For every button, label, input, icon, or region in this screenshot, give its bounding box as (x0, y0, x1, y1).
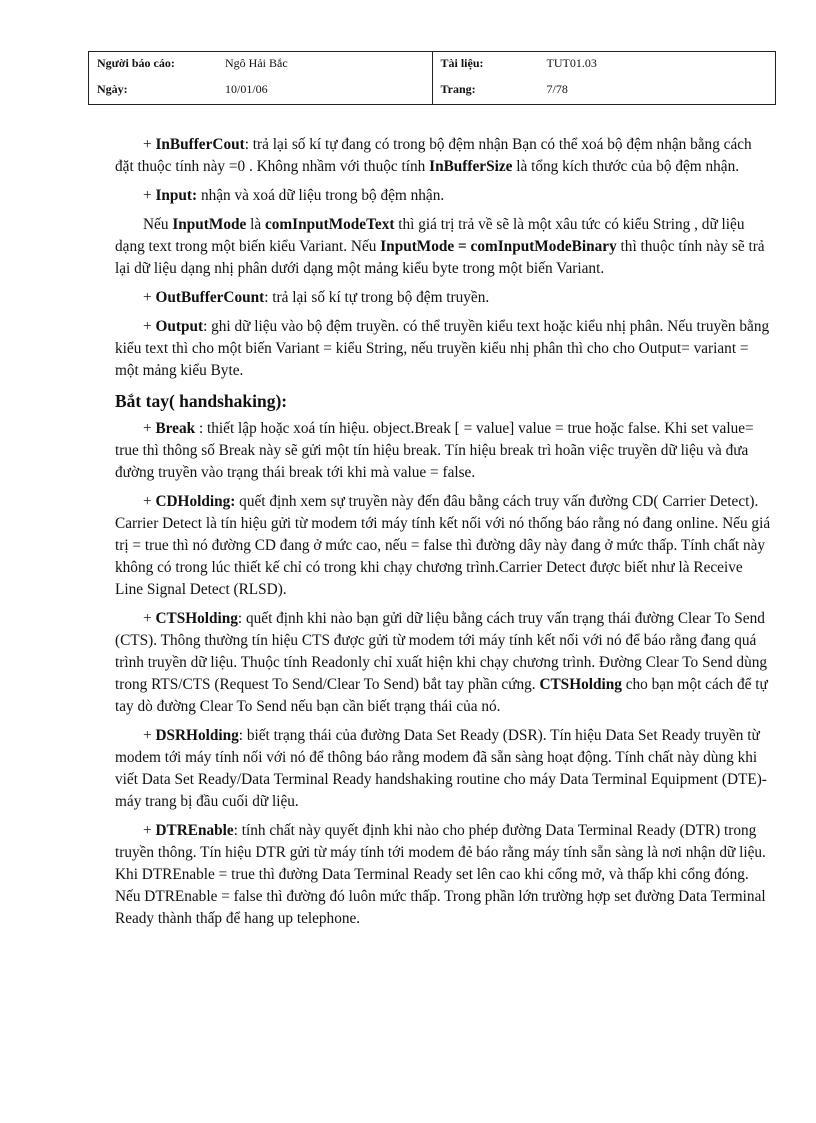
term-dtrenable: DTREnable (155, 822, 234, 839)
date-value: 10/01/06 (225, 82, 268, 96)
bullet: + (143, 727, 156, 744)
paragraph-text: quết định xem sự truyền này đến đâu bằng cách truy vấn đường CD( Carrier Detect). Carrier Detect là tín hiệu gửi từ modem tới máy tính kết nối với nó thống báo rằng nó đang online. Nếu giá trị = true thì nó đường CD đang ở mức cao, nếu = false thì đường dây này đang ở mức thấp. Tính chất này không có trong lúc thiết kế chỉ có trong khi chạy chương trình.Carrier Detect được biết như là Receive Line Signal Detect (RLSD). (115, 493, 771, 598)
paragraph-text: thì giá trị trả về sẽ là một xâu tức có kiểu String , dữ liệu dạng text trong một biến kiểu Variant. Nếu (115, 216, 745, 255)
bullet: + (143, 318, 156, 335)
reporter-value: Ngô Hải Bắc (225, 56, 288, 70)
reporter-label: Người báo cáo: (97, 56, 175, 70)
term-output: Output (155, 318, 204, 335)
term-cominputmodetext: comInputModeText (264, 216, 395, 233)
bullet: + (143, 822, 156, 839)
section-heading-handshaking: Bắt tay( handshaking): (115, 391, 288, 411)
page-value: 7/78 (546, 82, 568, 96)
paragraph-ctsholding (115, 608, 771, 718)
paragraph-dtrenable (115, 820, 771, 930)
paragraph-inbuffercount (115, 134, 771, 178)
paragraph-cdholding (115, 491, 771, 601)
paragraph-input (115, 185, 771, 207)
bullet: + (143, 420, 156, 437)
date-label: Ngày: (97, 82, 128, 96)
term-break: Break (155, 420, 196, 437)
paragraph-text: là tổng kích thước của bộ đệm nhận. (512, 158, 740, 175)
paragraph-text: Nếu (143, 216, 173, 233)
term-cominputmodebinary: InputMode = comInputModeBinary (380, 238, 617, 255)
bullet: + (143, 610, 156, 627)
paragraph-text: thì thuộc tính này sẽ trả lại dữ liệu dạng nhị phân dưới dạng một mảng kiểu byte trong một biến Variant. (115, 238, 765, 277)
term-outbuffercount: OutBufferCount (155, 289, 265, 306)
term-cdholding: CDHolding: (155, 493, 236, 510)
bullet: + (143, 187, 156, 204)
paragraph-inputmode (115, 214, 771, 280)
bullet: + (143, 493, 156, 510)
page-row (441, 82, 770, 100)
term-inbuffercount: InBufferCout (155, 136, 245, 153)
paragraph-text: : thiết lập hoặc xoá tín hiệu. object.Break [ = value] value = true hoặc false. Khi set value= true thì thông số Break này sẽ gửi một tín hiệu break. Tín hiệu break trì hoãn việc truyền dữ liệu và đưa đường truyền vào trạng thái break tới khi mà value = false. (115, 420, 754, 481)
term-ctsholding: CTSHolding (539, 676, 622, 693)
paragraph-text: : ghi dữ liệu vào bộ đệm truyền. có thể truyền kiểu text hoặc kiểu nhị phân. Nếu truyền bằng kiểu text thì cho một biến Variant = kiểu String, nếu truyền kiểu nhị phân thì cho cho Output= variant = một mảng kiểu Byte. (115, 318, 770, 379)
header-left-cell (89, 52, 432, 104)
paragraph-text: : biết trạng thái của đường Data Set Ready (DSR). Tín hiệu Data Set Ready truyền từ modem tới máy tính nối với nó để thông báo rằng modem đã sẵn sàng hoạt động. Tính chất này dùng khi viết Data Set Ready/Data Terminal Ready handshaking routine cho máy Data Terminal Equipment (DTE)- máy trang bị đầu cuối dữ liệu. (115, 727, 767, 810)
paragraph-text: cho bạn một cách để tự tay dò đường Clear To Send nếu bạn cần biết trạng thái của nó. (115, 676, 768, 715)
paragraph-outbuffercount (115, 287, 771, 309)
paragraph-text: nhận và xoá dữ liệu trong bộ đệm nhận. (197, 187, 445, 204)
reporter-row (97, 56, 426, 74)
term-dsrholding: DSRHolding (155, 727, 239, 744)
paragraph-text: là (246, 216, 265, 233)
bullet: + (143, 289, 156, 306)
page-label: Trang: (440, 82, 476, 96)
term-inputmode: InputMode (172, 216, 247, 233)
bullet: + (143, 136, 156, 153)
paragraph-dsrholding (115, 725, 771, 813)
page-body (115, 134, 771, 937)
paragraph-text: : trả lại số kí tự trong bộ đệm truyền. (264, 289, 490, 306)
term-input: Input: (155, 187, 198, 204)
document-label: Tài liệu: (440, 56, 484, 70)
document-row (441, 56, 770, 74)
paragraph-text: : tính chất này quyết định khi nào cho phép đường Data Terminal Ready (DTR) trong truyền thông. Tín hiệu DTR gửi từ máy tính tới modem đẻ báo rằng máy tính sẵn sàng là nơi nhận dữ liệu. Khi DTREnable = true thì đường Data Terminal Ready set lên cao khi cổng mở, và thấp khi cổng đóng. Nếu DTREnable = false thì đường đó luôn mức thấp. Trong phần lớn trường hợp set đường Data Terminal Ready thành thấp để hang up telephone. (115, 822, 766, 927)
document-value: TUT01.03 (546, 56, 597, 70)
header-right-cell (432, 52, 776, 104)
term-inbuffersize: InBufferSize (429, 158, 513, 175)
paragraph-text: : quết định khi nào bạn gửi dữ liệu bằng cách truy vấn trạng thái đường Clear To Send (CTS). Thông thường tín hiệu CTS được gửi từ modem tới máy tính kết nối với nó để báo rằng đang quá trình truyền dữ liệu. Thuộc tính Readonly chỉ xuất hiện khi chạy chương trình. Đường Clear To Send dùng trong RTS/CTS (Request To Send/Clear To Send) bắt tay phần cứng. (115, 610, 768, 693)
paragraph-text: : trả lại số kí tự đang có trong bộ đệm nhận Bạn có thể xoá bộ đệm nhận bằng cách đặt thuộc tính này =0 . Không nhầm với thuộc tính (115, 136, 752, 175)
term-ctsholding: CTSHolding (155, 610, 238, 627)
paragraph-output (115, 316, 771, 382)
paragraph-break (115, 418, 771, 484)
date-row (97, 82, 426, 100)
document-header-table (88, 51, 776, 105)
